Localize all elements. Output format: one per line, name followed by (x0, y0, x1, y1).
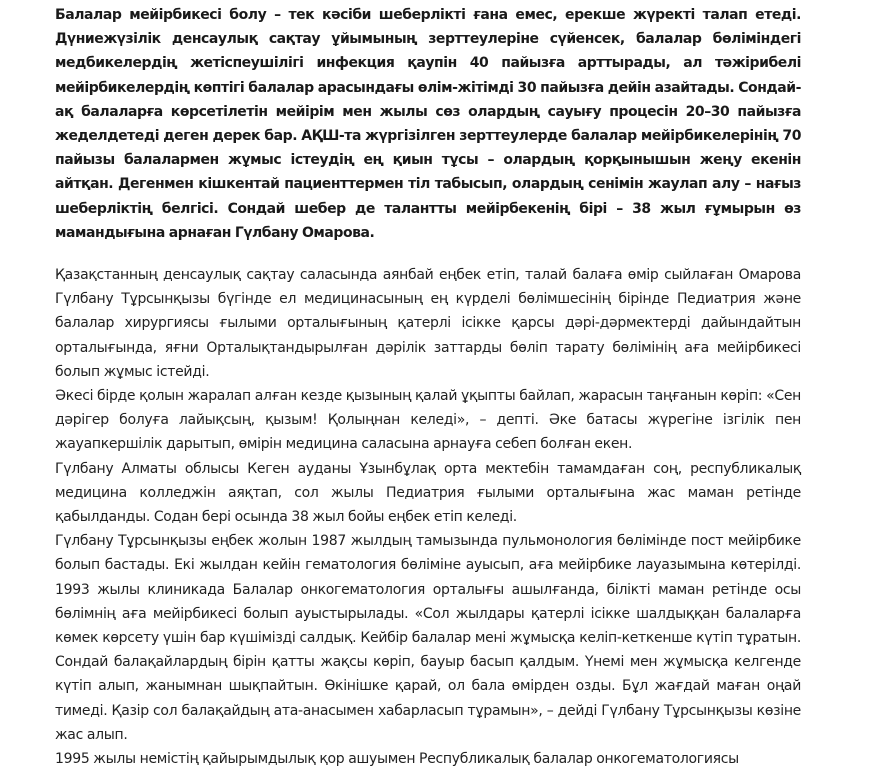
paragraph-education: Гүлбану Алматы облысы Кеген ауданы Ұзынбұлақ орта мектебін тамамдаған соң, республикалық медицина колледжін аяқтап, сол жылы Педиатрия ғылыми орталығына жас маман ретінде қабылданды. Содан бері осында 38 жыл бойы еңбек етіп келеді. (55, 460, 801, 526)
paragraph-omarova-intro: Қазақстанның денсаулық сақтау саласында аянбай еңбек етіп, талай балаға өмір сыйлаған Омарова Гүлбану Тұрсынқызы бүгінде ел медицинасының ең күрделі бөлімшесінің бірінде Педиатрия және балалар хирургиясы ғылыми орталығының қатерлі ісікке қарсы дәрі-дәрмектерді дайындайтын орталығында, яғни Орталықтандырылған дәрілік заттарды бөліп тарату бөлімінің аға мейірбикесі болып жұмыс істейді. (55, 267, 801, 380)
paragraph-career: Гүлбану Тұрсынқызы еңбек жолын 1987 жылдың тамызында пульмонология бөлімінде пост мейірбике болып бастады. Екі жылдан кейін гематология бөліміне ауысып, аға мейірбике лауазымына көтерілді. 1993 жылы клиникада Балалар онкогематология орталығы ашылғанда, білікті маман ретінде осы бөлімнің аға мейірбикесі болып ауыстырылады. «Сол жылдары қатерлі ісікке шалдыққан балаларға көмек көрсету үшін бар күшімізді салдық. Кейбір балалар мені жұмысқа келіп-кеткенше күтіп тұратын. Сондай балақайлардың бірін қатты жақсы көріп, бауыр басып қалдым. Үнемі мен жұмысқа келгенде күтіп алып, жанымнан шықпайтын. Өкінішке қарай, ол бала өмірден озды. Бұл жағдай маған оңай тимеді. Қазір сол балақайдың ата-анасымен хабарласып тұрамын», – дейді Гүлбану Тұрсынқызы көзіне жас алып. (55, 533, 801, 743)
paragraph-father-blessing: Әкесі бірде қолын жаралап алған кезде қызының қалай ұқыпты байлап, жарасын таңғанын көріп: «Сен дәрігер болуға лайықсың, қызым! Қолыңнан келеді», – депті. Әке батасы жүрегіне ізгілік пен жауапкершілік дарытып, өмірін медицина саласына арнауға себеп болған екен. (55, 388, 801, 453)
article-body (55, 263, 801, 771)
paragraph-1995: 1995 жылы немістің қайырымдылық қор ашуымен Республикалық балалар онкогематологиясы (55, 751, 739, 768)
article-lead: Балалар мейірбикесі болу – тек кәсіби шеберлікті ғана емес, ерекше жүректі талап етеді. Дүниежүзілік денсаулық сақтау ұйымының зерттеулеріне сүйенсек, балалар бөліміндегі медбикелердің жетіспеушілігі инфекция қаупін 40 пайызға арттырады, ал тәжірибелі мейірбикелердің көптігі балалар арасындағы өлім-жітімді 30 пайызға дейін азайтады. Сондай-ақ балаларға көрсетілетін мейірім мен жылы сөз олардың сауығу процесін 20–30 пайызға жеделдетеді деген дерек бар. АҚШ-та жүргізілген зерттеулерде балалар мейірбикелерінің 70 пайызы балалармен жұмыс істеудің ең қиын тұсы – олардың қорқынышын жеңу екенін айтқан. Дегенмен кішкентай пациенттермен тіл табысып, олардың сенімін жаулап алу – нағыз шеберліктің белгісі. Сондай шебер де талантты мейірбекенің бірі – 38 жыл ғұмырын өз мамандығына арнаған Гүлбану Омарова. (55, 7, 801, 241)
article (55, 0, 801, 768)
